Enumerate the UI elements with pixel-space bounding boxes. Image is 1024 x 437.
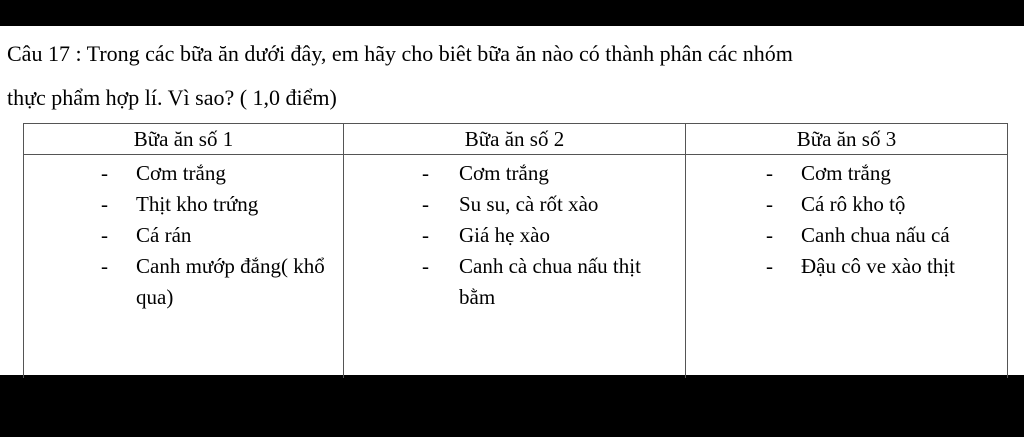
table-header-row [24,124,1008,155]
item-label: Cơm trắng [801,161,891,185]
header-meal-1: Bữa ăn số 1 [24,124,344,155]
meal-1-cell [24,155,344,379]
bullet-dash: - [101,192,108,216]
bullet-dash: - [422,223,429,247]
item-label: Đậu cô ve xào thịt [801,254,955,278]
item-label: Cơm trắng [459,161,549,185]
item-label: Canh mướp đắng( khổ qua) [136,254,325,309]
bullet-dash: - [101,223,108,247]
list-item [686,251,1003,282]
item-label: Thịt kho trứng [136,192,259,216]
item-label: Su su, cà rốt xào [459,192,599,216]
question-line-1: Câu 17 : Trong các bữa ăn dưới đây, em hãy cho biêt bữa ăn nào có thành phân các nhóm [7,41,793,66]
list-item [344,158,681,189]
item-label: Giá hẹ xào [459,223,550,247]
list-item [686,189,1003,220]
item-label: Cơm trắng [136,161,226,185]
item-label: Cá rán [136,223,192,247]
meals-table [23,123,1008,378]
bullet-dash: - [766,254,773,278]
list-item [686,220,1003,251]
meal-2-list [344,158,681,313]
meal-1-list [24,158,339,313]
table-row [24,155,1008,379]
list-item [344,251,681,313]
question-text [7,32,1012,120]
header-meal-2: Bữa ăn số 2 [344,124,686,155]
bullet-dash: - [766,223,773,247]
header-meal-3: Bữa ăn số 3 [686,124,1008,155]
bullet-dash: - [101,161,108,185]
list-item [686,158,1003,189]
list-item [344,220,681,251]
item-label: Canh chua nấu cá [801,223,950,247]
list-item [344,189,681,220]
list-item [24,189,339,220]
list-item [24,158,339,189]
meal-3-cell [686,155,1008,379]
question-line-2: thực phẩm hợp lí. Vì sao? ( 1,0 điểm) [7,85,337,110]
bullet-dash: - [101,254,108,278]
bullet-dash: - [766,161,773,185]
item-label: Canh cà chua nấu thịt bằm [459,254,641,309]
bullet-dash: - [422,161,429,185]
bullet-dash: - [422,192,429,216]
document-page [0,26,1024,375]
meal-2-cell [344,155,686,379]
list-item [24,251,339,313]
bullet-dash: - [422,254,429,278]
meal-3-list [686,158,1003,282]
bullet-dash: - [766,192,773,216]
list-item [24,220,339,251]
item-label: Cá rô kho tộ [801,192,906,216]
